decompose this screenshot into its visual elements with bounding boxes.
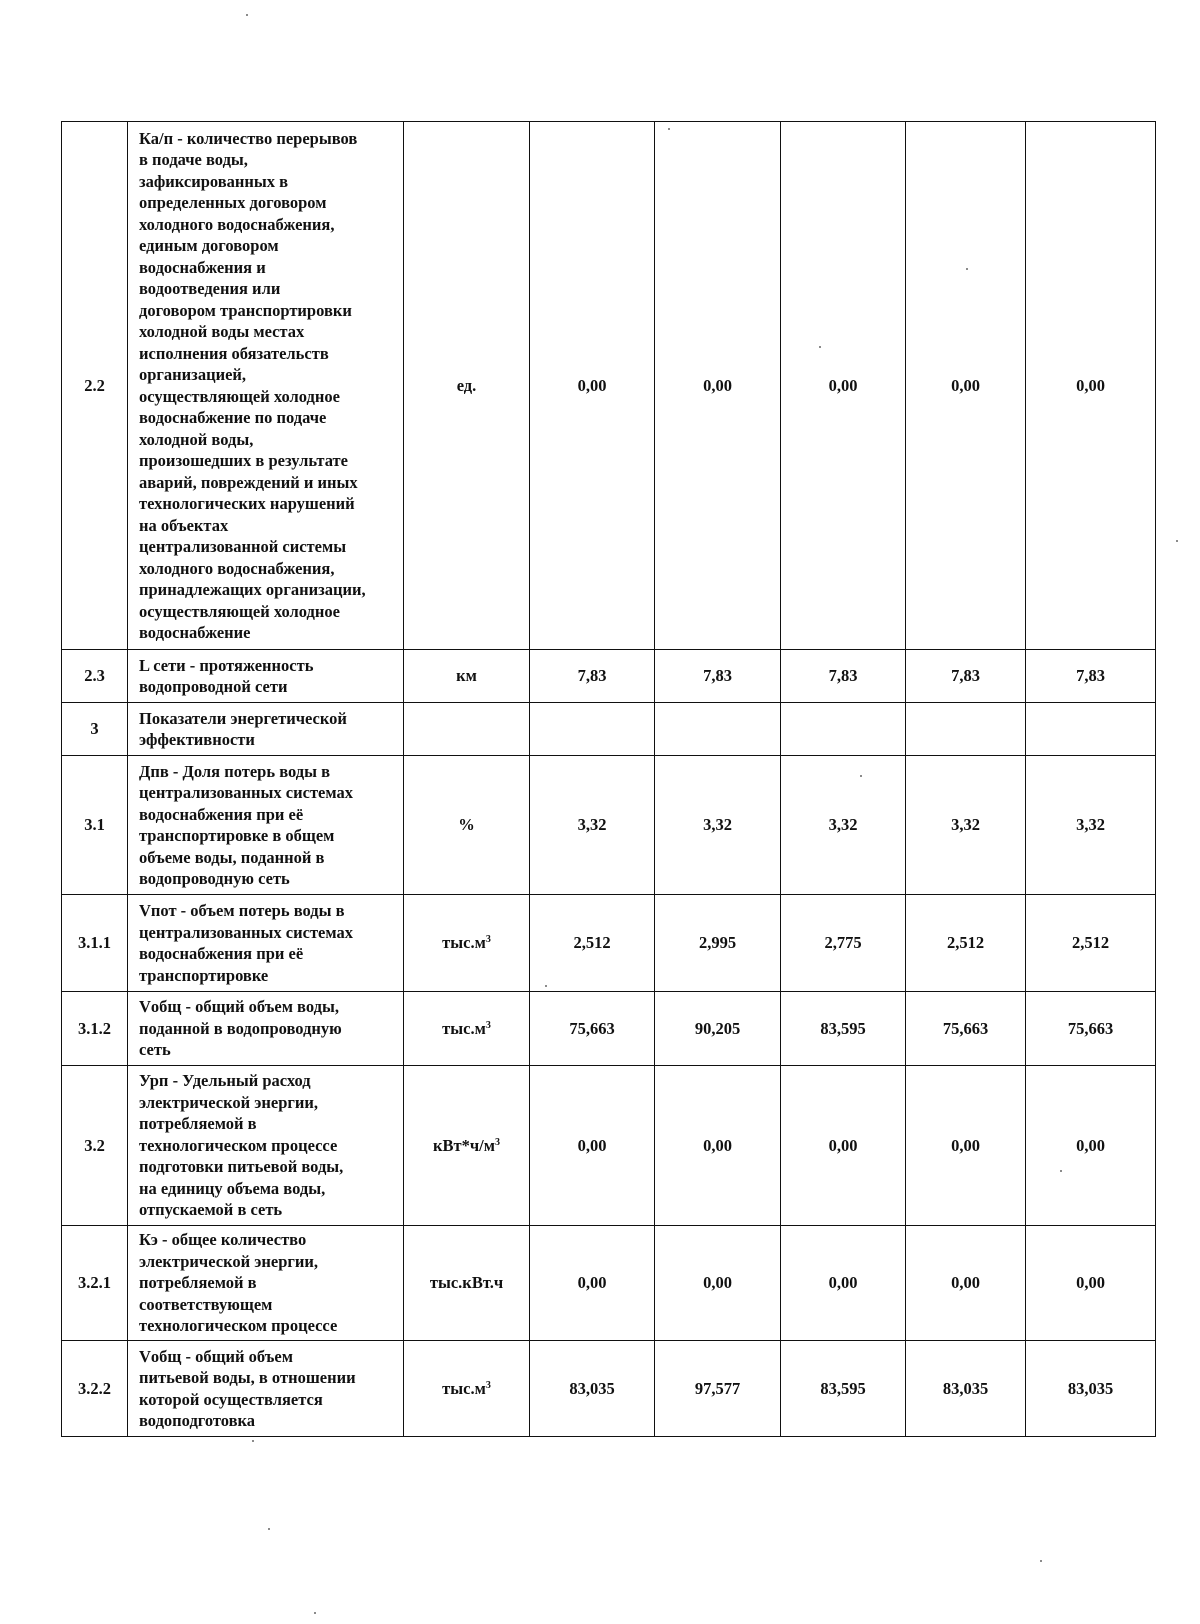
unit-cell (404, 1341, 530, 1437)
section-heading: Показатели энергетической эффективности (128, 703, 404, 756)
indicator-description: Дпв - Доля потерь воды в централизованных системах водоснабжения при её транспортировке в общем объеме воды, поданной в водопроводную сеть (128, 756, 404, 895)
value-cell (781, 703, 906, 756)
row-number: 3 (62, 703, 128, 756)
value-cell: 7,83 (906, 650, 1026, 703)
unit-label: % (458, 815, 475, 835)
unit-label: тыс.кВт.ч (429, 1273, 504, 1293)
indicator-description: L сети - протяженность водопроводной сети (128, 650, 404, 703)
row-number: 3.2.2 (62, 1341, 128, 1437)
row-number: 3.1.1 (62, 895, 128, 992)
value-cell: 7,83 (530, 650, 655, 703)
value-cell: 75,663 (906, 992, 1026, 1066)
table-row (62, 895, 1156, 992)
table-row (62, 1066, 1156, 1226)
value-cell: 0,00 (1026, 1226, 1156, 1341)
value-cell: 0,00 (530, 122, 655, 650)
value-cell: 3,32 (781, 756, 906, 895)
scan-speck (1040, 1560, 1042, 1562)
table-row (62, 756, 1156, 895)
row-number: 3.1 (62, 756, 128, 895)
row-number: 2.3 (62, 650, 128, 703)
unit-cell (404, 650, 530, 703)
unit-cell (404, 756, 530, 895)
table-row (62, 1226, 1156, 1341)
value-cell: 83,035 (530, 1341, 655, 1437)
value-cell: 3,32 (906, 756, 1026, 895)
value-cell: 0,00 (530, 1226, 655, 1341)
table-row (62, 122, 1156, 650)
table-row (62, 650, 1156, 703)
value-cell: 2,995 (655, 895, 781, 992)
unit-cell (404, 703, 530, 756)
value-cell: 0,00 (1026, 1066, 1156, 1226)
indicator-description: Ка/п - количество перерывов в подаче воды, зафиксированных в определенных договором холодного водоснабжения, единым договором водоснабжения и водоотведения или договором транспортировки холодной воды местах исполнения обязательств организацией, осуществляющей холодное водоснабжение по подаче холодной воды, произошедших в результате аварий, повреждений и иных технологических нарушений на объектах централизованной системы холодного водоснабжения, принадлежащих организации, осуществляющей холодное водоснабжение (128, 122, 404, 650)
value-cell: 0,00 (906, 1066, 1026, 1226)
scan-speck (246, 14, 248, 16)
unit-cell (404, 992, 530, 1066)
row-number: 3.2.1 (62, 1226, 128, 1341)
table-row (62, 703, 1156, 756)
table-row (62, 992, 1156, 1066)
indicator-description: Кэ - общее количество электрической энергии, потребляемой в соответствующем технологическом процессе (128, 1226, 404, 1341)
value-cell: 0,00 (655, 1066, 781, 1226)
value-cell: 7,83 (655, 650, 781, 703)
value-cell (655, 703, 781, 756)
value-cell: 83,595 (781, 992, 906, 1066)
unit-cell (404, 122, 530, 650)
value-cell: 0,00 (1026, 122, 1156, 650)
indicator-description: Vобщ - общий объем воды, поданной в водопроводную сеть (128, 992, 404, 1066)
unit-label: ед. (456, 375, 477, 395)
unit-cell (404, 895, 530, 992)
value-cell: 0,00 (781, 122, 906, 650)
value-cell: 2,775 (781, 895, 906, 992)
value-cell: 83,595 (781, 1341, 906, 1437)
row-number: 3.2 (62, 1066, 128, 1226)
row-number: 2.2 (62, 122, 128, 650)
value-cell (906, 703, 1026, 756)
value-cell: 83,035 (1026, 1341, 1156, 1437)
value-cell: 75,663 (530, 992, 655, 1066)
indicators-table (61, 121, 1156, 1437)
unit-label: $тыс.м^3$ (442, 1378, 491, 1398)
value-cell (1026, 703, 1156, 756)
value-cell: 3,32 (1026, 756, 1156, 895)
value-cell: 2,512 (530, 895, 655, 992)
unit-cell (404, 1066, 530, 1226)
indicator-description: Vпот - объем потерь воды в централизованных системах водоснабжения при её транспортировке (128, 895, 404, 992)
value-cell: 83,035 (906, 1341, 1026, 1437)
scan-speck (252, 1440, 254, 1442)
value-cell: 7,83 (781, 650, 906, 703)
unit-label: км (456, 666, 477, 686)
value-cell: 0,00 (655, 1226, 781, 1341)
value-cell: 3,32 (530, 756, 655, 895)
unit-label: $тыс.м^3$ (442, 1018, 491, 1038)
scan-speck (314, 1612, 316, 1614)
row-number: 3.1.2 (62, 992, 128, 1066)
value-cell: 2,512 (1026, 895, 1156, 992)
indicator-description: Урп - Удельный расход электрической энергии, потребляемой в технологическом процессе подготовки питьевой воды, на единицу объема воды, отпускаемой в сеть (128, 1066, 404, 1226)
indicator-description: Vобщ - общий объем питьевой воды, в отношении которой осуществляется водоподготовка (128, 1341, 404, 1437)
unit-cell (404, 1226, 530, 1341)
value-cell (530, 703, 655, 756)
value-cell: 75,663 (1026, 992, 1156, 1066)
table-row (62, 1341, 1156, 1437)
unit-label: $кВт*ч/м^3$ (433, 1135, 500, 1155)
unit-label: $тыс.м^3$ (442, 933, 491, 953)
value-cell: 97,577 (655, 1341, 781, 1437)
value-cell: 3,32 (655, 756, 781, 895)
value-cell: 0,00 (655, 122, 781, 650)
value-cell: 0,00 (781, 1226, 906, 1341)
scan-speck (1176, 540, 1178, 542)
value-cell: 0,00 (906, 1226, 1026, 1341)
scan-speck (268, 1528, 270, 1530)
value-cell: 0,00 (530, 1066, 655, 1226)
value-cell: 0,00 (906, 122, 1026, 650)
value-cell: 90,205 (655, 992, 781, 1066)
value-cell: 2,512 (906, 895, 1026, 992)
value-cell: 7,83 (1026, 650, 1156, 703)
value-cell: 0,00 (781, 1066, 906, 1226)
